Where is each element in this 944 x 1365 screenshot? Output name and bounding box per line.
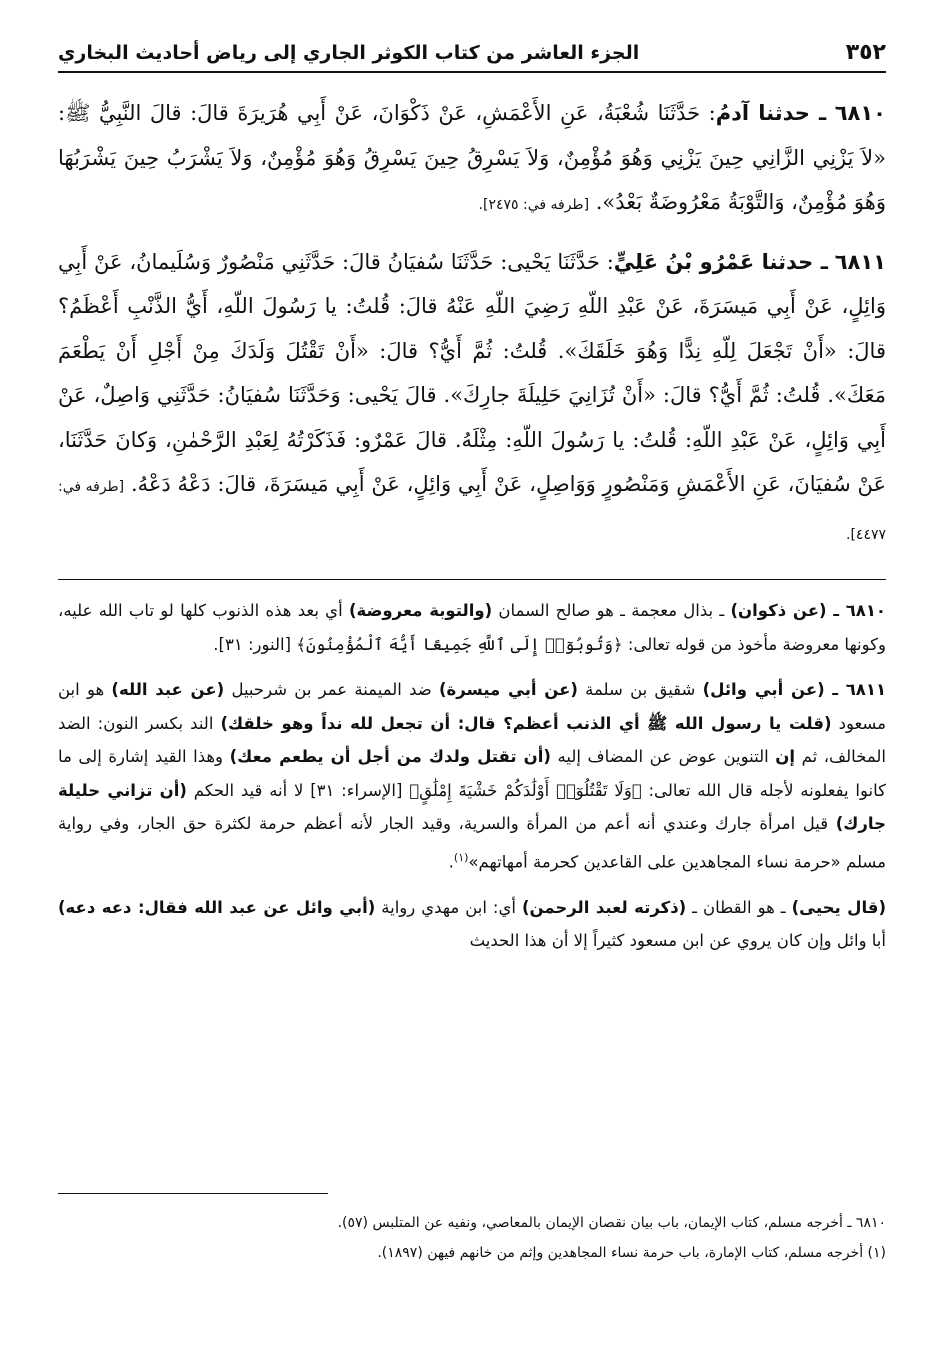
lemma: (والتوبة معروضة) — [348, 601, 493, 620]
commentary-6810: ٦٨١٠ ـ (عن ذكوان) ـ بذال معجمة ـ هو صالح السمان (والتوبة معروضة) أي بعد هذه الذنوب كلها لو تاب الله عليه، وكونها معروضة مأخوذ من قوله تعالى: ﴿وَتُوبُوٓا۟ إِلَى ٱللَّهِ جَمِيعًا أَيُّهَ ٱلْمُؤْمِنُونَ﴾ [النور: ٣١]. — [58, 601, 887, 654]
commentary-text: [النور: ٣١]. — [213, 634, 297, 654]
lemma: (أن تزاني حليلة جارك) — [58, 780, 886, 833]
commentary-text: شقيق بن سلمة — [577, 680, 703, 699]
hadith-number: ٦٨١٠ — [834, 101, 886, 125]
lemma: (عن عبد الله) — [111, 680, 225, 699]
lemma: (أبي وائل عن عبد الله فقال: دعه دعه) — [58, 897, 376, 917]
quran-quote: ﴿وَلَا تَقْتُلُوٓا۟ أَوْلَٰدَكُمْ خَشْيَةَ إِمْلَٰقٍ﴾ — [409, 780, 642, 800]
commentary-text: وهذا القيد إشارة إلى ما كانوا يفعلونه لأجله قال الله تعالى: — [58, 747, 886, 800]
footnotes — [58, 1208, 886, 1268]
lemma: (عن أبي وائل) — [702, 680, 825, 699]
commentary-qala-yahya — [58, 891, 886, 958]
hadith-6811: ٦٨١١ ـ حدثنا عَمْرُو بْنُ عَلِيٍّ: حَدَّثَنَا يَحْيى: حَدَّثَنَا سُفيَانُ قالَ: حَدَّثَنِي مَنْصُورٌ وَسُلَيمانُ، عَنْ أَبِي وَائِلٍ، عَنْ أَبِي مَيسَرَةَ، عَنْ عَبْدِ اللّهِ رَضِيَ اللّهِ عَنْهُ قالَ: قُلتُ: يا رَسُولَ اللّهِ، أَيُّ الذَّنْبِ أَعْظَمُ؟ قالَ: «أَنْ تَجْعَلَ لِلّهِ نِدًّا وَهُوَ خَلَقَكَ». قُلتُ: ثُمَّ أَيُّ؟ قالَ: «أَنْ تَقْتُلَ وَلَدَكَ مِنْ أَجْلِ أَنْ يَطْعَمَ مَعَكَ». قُلتُ: ثُمَّ أَيُّ؟ قالَ: «أَنْ تُزَانِيَ حَلِيلَةَ جارِكَ». قالَ يَحْيى: وَحَدَّثَنَا سُفيَانُ: حَدَّثَنِي وَاصِلٌ، عَنْ أَبِي وَائِلٍ، عَنْ عَبْدِ اللّهِ: قُلتُ: يا رَسُولَ اللّهِ: مِثْلَهُ. قالَ عَمْرٌو: فَذَكَرْتُهُ لِعَبْدِ الرَّحْمٰنِ، وَكانَ حَدَّثَنَا، عَنْ سُفيَانَ، عَنِ الأَعْمَشِ وَمَنْصُورٍ وَوَاصِلٍ، عَنْ أَبِي وَائِلٍ، عَنْ أَبِي مَيسَرَةَ، قالَ: دَعْهُ دَعْهُ. [طرفه في: ٤٤٧٧]. — [58, 249, 887, 543]
lemma: (عن ذكوان) — [730, 601, 827, 620]
quran-quote: ﴿وَتُوبُوٓا۟ إِلَى ٱللَّهِ جَمِيعًا أَيُّهَ ٱلْمُؤْمِنُونَ﴾ — [296, 634, 623, 654]
footnote-6810: ٦٨١٠ ـ أخرجه مسلم، كتاب الإيمان، باب بيان نقصان الإيمان بالمعاصي، ونفيه عن المتلبس (٥٧). — [337, 1215, 886, 1231]
cross-reference: [طرفه في: ٢٤٧٥]. — [478, 197, 590, 213]
lemma: (أن تقتل ولدك من أجل أن يطعم معك) — [229, 747, 551, 766]
commentary-6811: ٦٨١١ ـ (عن أبي وائل) شقيق بن سلمة (عن أبي ميسرة) ضد الميمنة عمر بن شرحبيل (عن عبد الله) هو ابن مسعود (قلت يا رسول الله ﷺ أي الذنب أعظم؟ قال: أن تجعل لله نداً وهو خلقك) الند بكسر النون: الضد المخالف، ثم إن التنوين عوض عن المضاف إليه (أن تقتل ولدك من أجل أن يطعم معك) وهذا القيد إشارة إلى ما كانوا يفعلونه لأجله قال الله تعالى: ﴿وَلَا تَقْتُلُوٓا۟ أَوْلَٰدَكُمْ خَشْيَةَ إِمْلَٰقٍ﴾ [الإسراء: ٣١] لا أنه قيد الحكم (أن تزاني حليلة جارك) قيل امرأة جارك وعندي أنه أعم من المرأة والسرية، وقيد الجار لأنه أعظم حرمة لكثرة حق الجار، وفي رواية مسلم «حرمة نساء المجاهدين على القاعدين كحرمة أمهاتهم»$^{(١)}$. — [58, 680, 887, 871]
footnote-1: (١) أخرجه مسلم، كتاب الإمارة، باب حرمة نساء المجاهدين وإثم من خانهم فيهن (١٨٩٧). — [377, 1245, 886, 1261]
lemma: (قال يحيى) — [791, 897, 886, 917]
footnote-rule — [58, 1193, 328, 1194]
commentary-text: أبا وائل وإن كان يروي عن ابن مسعود كثيراً إلا أن هذا الحديث — [469, 931, 886, 950]
hadith-6810: ٦٨١٠ ـ حدثنا آدمُ: حَدَّثَنَا شُعْبَةُ، عَنِ الأَعْمَشِ، عَنْ ذَكْوَانَ، عَنْ أَبِي هُرَيرَةَ قالَ: قالَ النَّبِيُّ ﷺ: «لاَ يَزْنِي الزَّانِي حِينَ يَزْنِي وَهُوَ مُؤْمِنٌ، وَلاَ يَسْرِقُ حِينَ يَسْرِقُ وَهُوَ مُؤْمِنٌ، وَلاَ يَشْرَبُ حِينَ يَشْرَبُهَا وَهُوَ مُؤْمِنٌ، وَالتَّوْبَةُ مَعْرُوضَةٌ بَعْدُ». [طرفه في: ٢٤٧٥]. — [58, 101, 886, 214]
hadith-number: ٦٨١١ — [834, 249, 886, 274]
commentary-text: هو ابن مسعود — [58, 680, 886, 733]
commentary-text: ـ هو القطان ـ — [686, 897, 792, 917]
cross-reference: [طرفه في: ٤٤٧٧]. — [58, 479, 886, 543]
lemma: (عن أبي ميسرة) — [438, 680, 578, 699]
commentary-number: ٦٨١٠ — [845, 601, 887, 620]
page — [58, 40, 886, 958]
page-number: ٣٥٢ — [845, 40, 886, 65]
commentary-text: التنوين عوض عن المضاف إليه — [550, 747, 776, 766]
lemma: (قلت يا رسول الله ﷺ أي الذنب أعظم؟ قال: أن تجعل لله نداً وهو خلقك) — [220, 713, 832, 733]
running-header — [58, 40, 886, 73]
commentary-text: ضد الميمنة عمر بن شرحبيل — [224, 680, 439, 699]
running-title: الجزء العاشر من كتاب الكوثر الجاري إلى رياض أحاديث البخاري — [58, 42, 640, 64]
hadith-text: : حَدَّثَنَا يَحْيى: حَدَّثَنَا سُفيَانُ قالَ: حَدَّثَنِي مَنْصُورٌ وَسُلَيمانُ، عَنْ أَبِي وَائِلٍ، عَنْ أَبِي مَيسَرَةَ، عَنْ عَبْدِ اللّهِ رَضِيَ اللّهِ عَنْهُ قالَ: قُلتُ: يا رَسُولَ اللّهِ، أَيُّ الذَّنْبِ أَعْظَمُ؟ قالَ: «أَنْ تَجْعَلَ لِلّهِ نِدًّا وَهُوَ خَلَقَكَ». قُلتُ: ثُمَّ أَيُّ؟ قالَ: «أَنْ تَقْتُلَ وَلَدَكَ مِنْ أَجْلِ أَنْ يَطْعَمَ مَعَكَ». قُلتُ: ثُمَّ أَيُّ؟ قالَ: «أَنْ تُزَانِيَ حَلِيلَةَ جارِكَ». قالَ يَحْيى: وَحَدَّثَنَا سُفيَانُ: حَدَّثَنِي وَاصِلٌ، عَنْ أَبِي وَائِلٍ، عَنْ عَبْدِ اللّهِ: قُلتُ: يا رَسُولَ اللّهِ: مِثْلَهُ. قالَ عَمْرٌو: فَذَكَرْتُهُ لِعَبْدِ الرَّحْمٰنِ، وَكانَ حَدَّثَنَا، عَنْ سُفيَانَ، عَنِ الأَعْمَشِ وَمَنْصُورٍ وَوَاصِلٍ، عَنْ أَبِي وَائِلٍ، عَنْ أَبِي مَيسَرَةَ، قالَ: دَعْهُ دَعْهُ. — [58, 249, 887, 496]
commentary-text: ـ بذال معجمة ـ هو صالح السمان — [492, 601, 731, 620]
commentary-text: . — [448, 852, 454, 871]
commentary-text: قيل امرأة جارك وعندي أنه أعم من المرأة والسرية، وقيد الجار لأنه أعظم حرمة لكثرة حق الجار، وفي رواية مسلم «حرمة نساء المجاهدين على القاعدين كحرمة أمهاتهم» — [58, 814, 886, 871]
lemma: (ذكرته لعبد الرحمن) — [521, 897, 687, 917]
hadith-text: : حَدَّثَنَا شُعْبَةُ، عَنِ الأَعْمَشِ، عَنْ ذَكْوَانَ، عَنْ أَبِي هُرَيرَةَ قالَ: قالَ النَّبِيُّ ﷺ: «لاَ يَزْنِي الزَّانِي حِينَ يَزْنِي وَهُوَ مُؤْمِنٌ، وَلاَ يَسْرِقُ حِينَ يَسْرِقُ وَهُوَ مُؤْمِنٌ، وَلاَ يَشْرَبُ حِينَ يَشْرَبُهَا وَهُوَ مُؤْمِنٌ، وَالتَّوْبَةُ مَعْرُوضَةٌ بَعْدُ». — [58, 101, 886, 214]
hadith-lead: حدثنا عَمْرُو بْنُ عَلِيٍّ — [613, 249, 814, 274]
hadith-lead: حدثنا آدمُ — [715, 101, 810, 125]
commentary-number: ٦٨١١ — [845, 680, 887, 699]
footnote-marker[interactable]: (١) — [453, 850, 469, 864]
commentary-text: أي بعد هذه الذنوب كلها لو تاب الله عليه، وكونها معروضة مأخوذ من قوله تعالى: — [58, 601, 886, 654]
lemma: إن — [775, 747, 796, 766]
commentary-text: [الإسراء: ٣١] لا أنه قيد الحكم — [186, 780, 410, 800]
commentary-text: الند بكسر النون: الضد المخالف، ثم — [58, 713, 886, 766]
commentary-text: أي: ابن مهدي رواية — [375, 897, 522, 917]
commentary-divider — [58, 579, 886, 580]
